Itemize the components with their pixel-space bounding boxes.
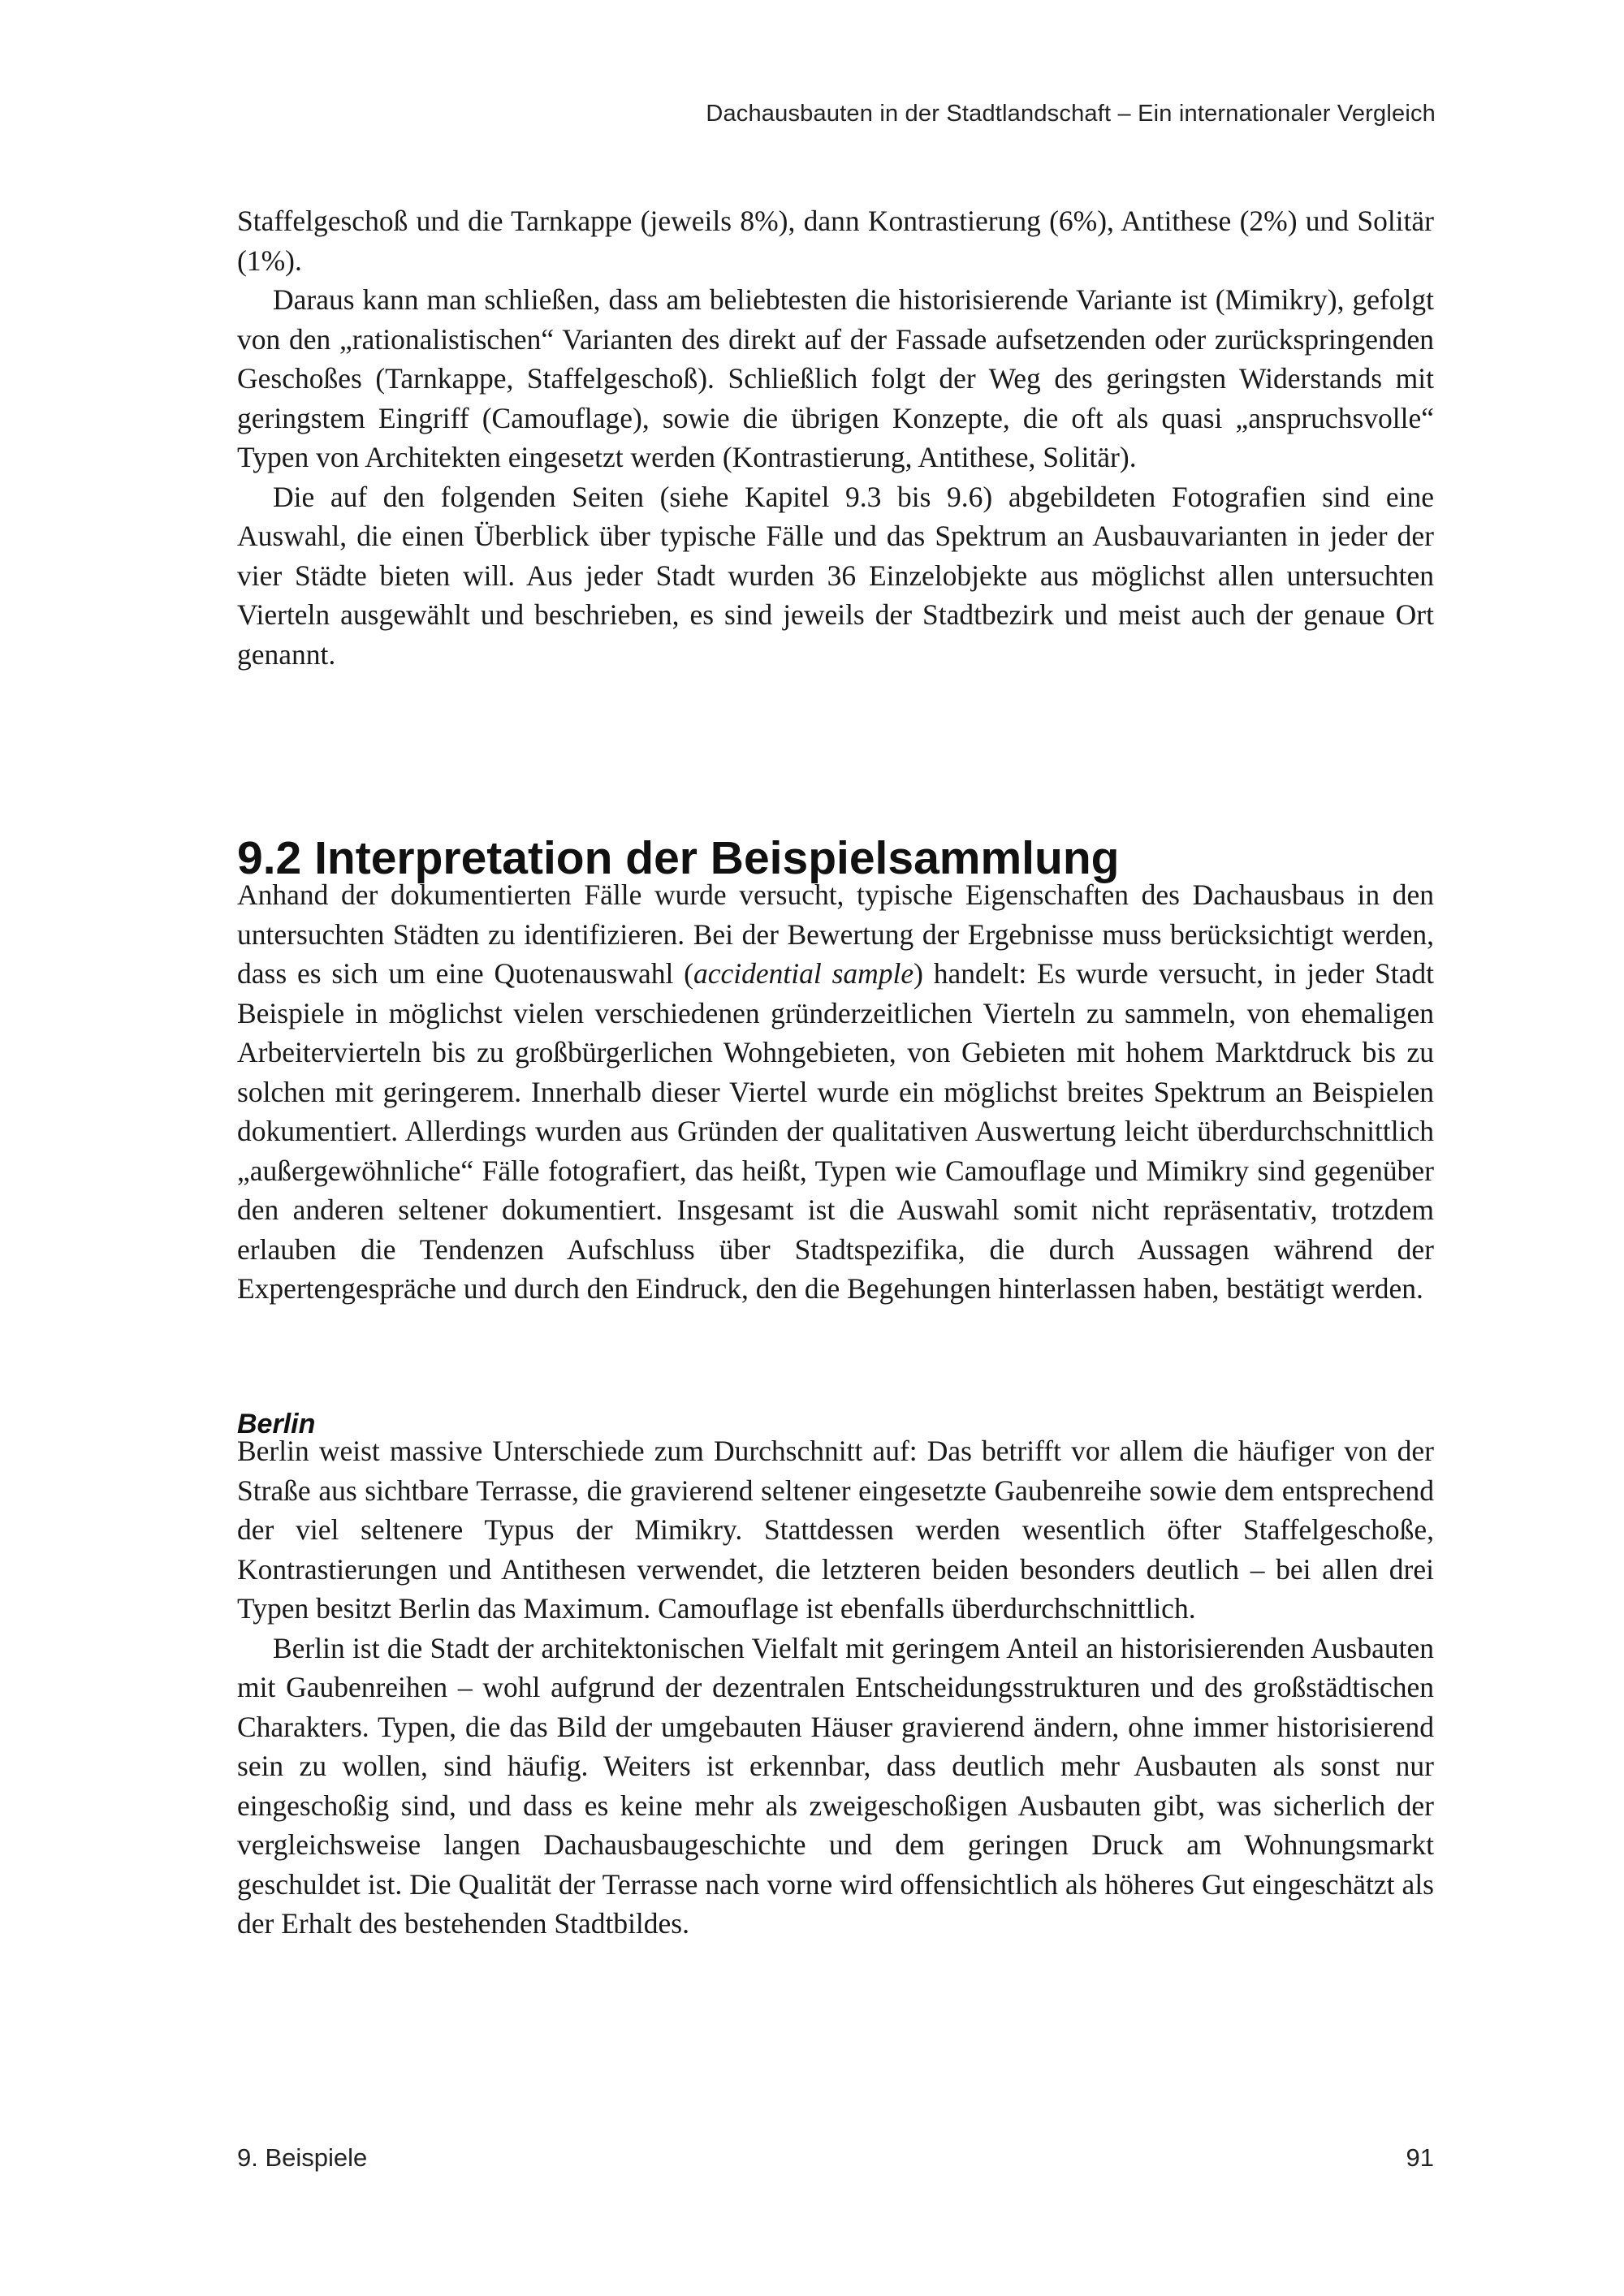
- paragraph: Berlin weist massive Unterschiede zum Durchschnitt auf: Das betrifft vor allem die häufiger von der Straße aus sichtbare Terrasse, die gravierend seltener eingesetzte Gaubenreihe sowie dem entsprechend der viel seltenere Typus der Mimikry. Stattdessen werden wesentlich öfter Staffelgeschoße, Kontrastierungen und Antithesen verwendet, die letzteren beiden besonders deutlich – bei allen drei Typen besitzt Berlin das Maximum. Camouflage ist ebenfalls überdurchschnittlich.: [237, 1435, 1434, 1625]
- paragraph: [237, 875, 1434, 1309]
- intro-text-block: [237, 201, 1434, 674]
- text-run: Anhand der dokumentierten Fälle wurde versucht, typische Eigenschaften des Dachausbaus in den untersuchten Städten zu identifizieren. Bei der Bewertung der Ergebnisse muss berücksichtigt werden, dass es sich um eine Quotenauswahl (: [237, 878, 1434, 990]
- running-header: Dachausbauten in der Stadtlandschaft – Ein internationaler Vergleich: [706, 101, 1436, 127]
- subsection-heading-berlin: Berlin: [237, 1409, 316, 1439]
- berlin-text-block: [237, 1431, 1434, 1944]
- emphasis-term: accidential sample: [693, 957, 914, 990]
- section-text-block: [237, 875, 1434, 1309]
- paragraph: Daraus kann man schließen, dass am beliebtesten die historisierende Variante ist (Mimikry), gefolgt von den „rationalistischen“ Varianten des direkt auf der Fassade aufsetzenden oder zurückspringenden Geschoßes (Tarnkappe, Staffelgeschoß). Schließlich folgt der Weg des geringsten Widerstands mit geringstem Eingriff (Camouflage), sowie die übrigen Konzepte, die oft als quasi „anspruchsvolle“ Typen von Architekten eingesetzt werden (Kontrastierung, Antithese, Solitär).: [237, 283, 1434, 473]
- paragraph: Staffelgeschoß und die Tarnkappe (jeweils 8%), dann Kontrastierung (6%), Antithese (2%) und Solitär (1%).: [237, 205, 1434, 277]
- page-number: 91: [1406, 2143, 1434, 2172]
- running-footer: [237, 2143, 1434, 2173]
- paragraph: Berlin ist die Stadt der architektonischen Vielfalt mit geringem Anteil an historisierenden Ausbauten mit Gaubenreihen – wohl aufgrund der dezentralen Entscheidungsstrukturen und des großstädtischen Charakters. Typen, die das Bild der umgebauten Häuser gravierend ändern, ohne immer historisierend sein zu wollen, sind häufig. Weiters ist erkennbar, dass deutlich mehr Ausbauten als sonst nur eingeschoßig sind, und dass es keine mehr als zweigeschoßigen Ausbauten gibt, was sicherlich der vergleichsweise langen Dachausbaugeschichte und dem geringen Druck am Wohnungsmarkt geschuldet ist. Die Qualität der Terrasse nach vorne wird offensichtlich als höheres Gut eingeschätzt als der Erhalt des bestehenden Stadtbildes.: [237, 1631, 1434, 1940]
- paragraph: Die auf den folgenden Seiten (siehe Kapitel 9.3 bis 9.6) abgebildeten Fotografien sind eine Auswahl, die einen Überblick über typische Fälle und das Spektrum an Ausbauvarianten in jeder der vier Städte bieten will. Aus jeder Stadt wurden 36 Einzelobjekte aus möglichst allen untersuchten Vierteln ausgewählt und beschrieben, es sind jeweils der Stadtbezirk und meist auch der genaue Ort genannt.: [237, 480, 1434, 671]
- section-heading: 9.2 Interpretation der Beispielsammlung: [237, 832, 1120, 885]
- footer-chapter: 9. Beispiele: [237, 2143, 368, 2172]
- text-run: ) handelt: Es wurde versucht, in jeder Stadt Beispiele in möglichst vielen verschiedenen gründerzeitlichen Vierteln zu sammeln, von ehemaligen Arbeitervierteln bis zu großbürgerlichen Wohngebieten, von Gebieten mit hohem Marktdruck bis zu solchen mit geringerem. Innerhalb dieser Viertel wurde ein möglichst breites Spektrum an Beispielen dokumentiert. Allerdings wurden aus Gründen der qualitativen Auswertung leicht überdurchschnittlich „außergewöhnliche“ Fälle fotografiert, das heißt, Typen wie Camouflage und Mimikry sind gegenüber den anderen seltener dokumentiert. Insgesamt ist die Auswahl somit nicht repräsentativ, trotzdem erlauben die Tendenzen Aufschluss über Stadtspezifika, die durch Aussagen während der Expertengespräche und durch den Eindruck, den die Begehungen hinterlassen haben, bestätigt werden.: [237, 957, 1434, 1305]
